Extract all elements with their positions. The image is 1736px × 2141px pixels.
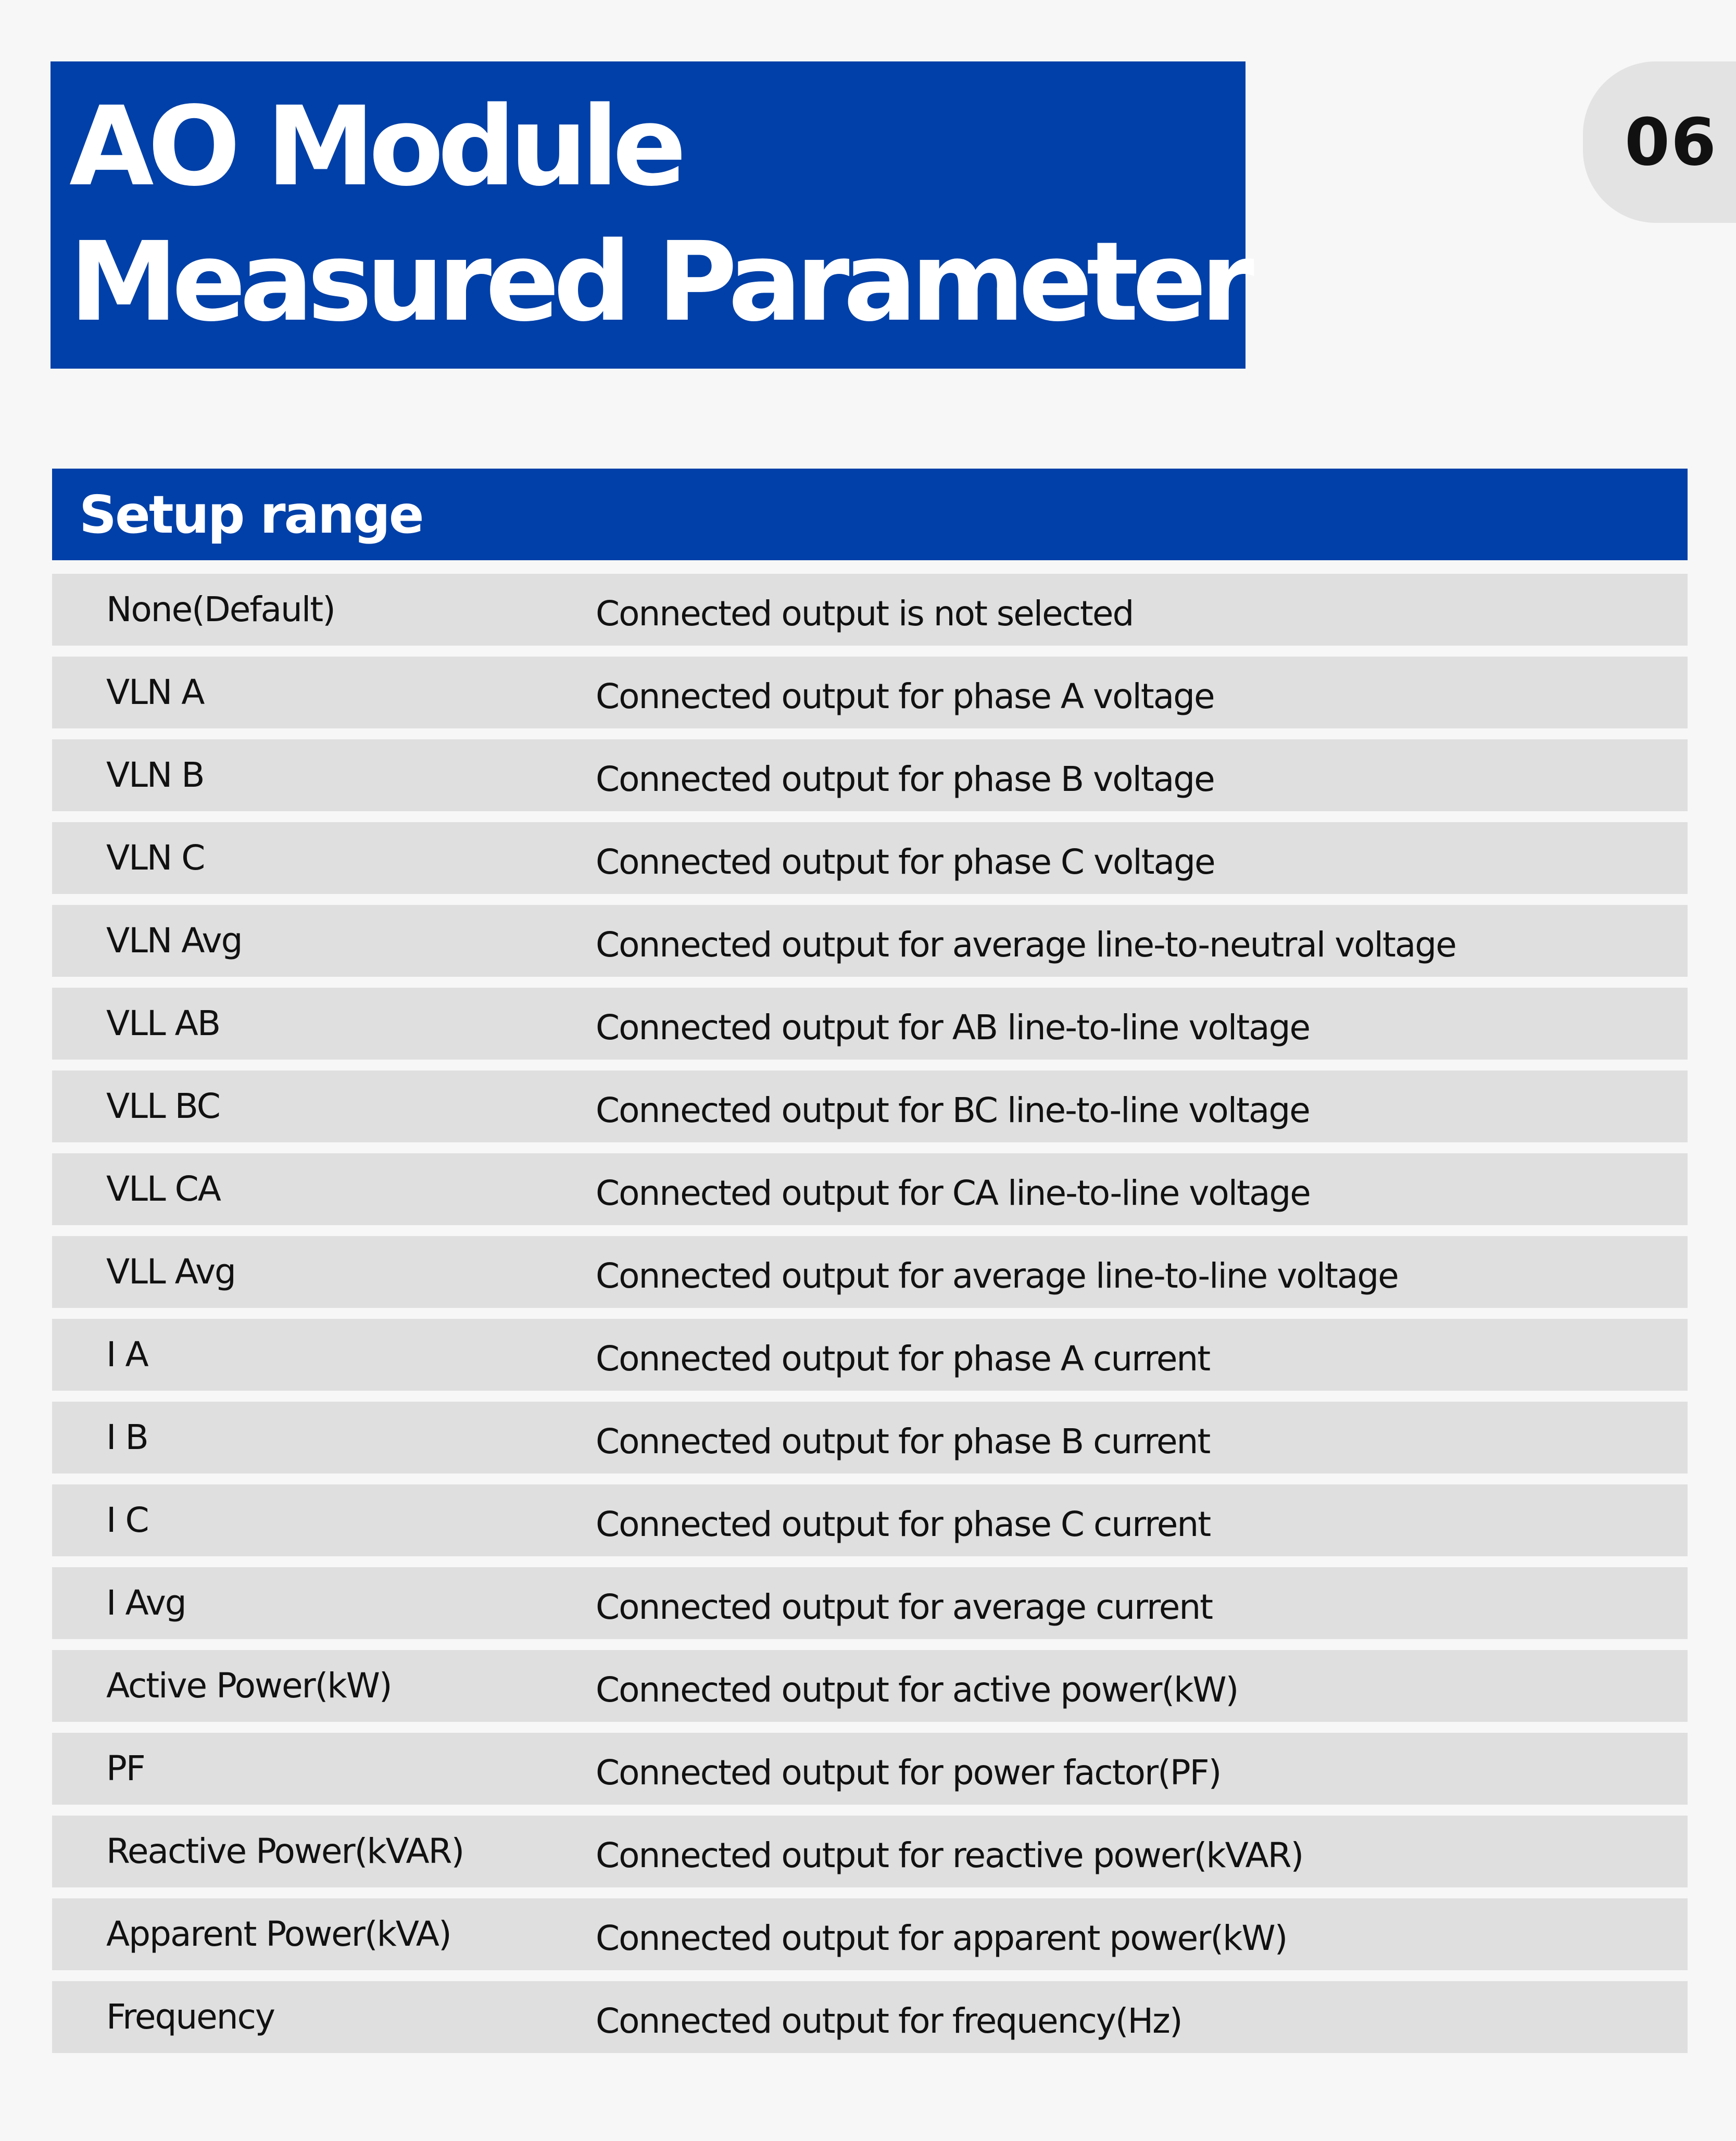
parameter-name: VLL AB	[106, 1003, 220, 1043]
parameter-description: Connected output for AB line-to-line voltage	[596, 1007, 1310, 1048]
parameter-description: Connected output is not selected	[596, 594, 1134, 634]
table-row	[52, 1650, 1688, 1722]
table-row	[52, 1733, 1688, 1805]
table-row	[52, 1070, 1688, 1142]
table-row	[52, 905, 1688, 977]
parameter-description: Connected output for frequency(Hz)	[596, 2001, 1182, 2041]
parameter-description: Connected output for average line-to-line voltage	[596, 1256, 1398, 1296]
parameter-name: PF	[106, 1748, 145, 1789]
parameter-description: Connected output for reactive power(kVAR)	[596, 1835, 1303, 1875]
parameter-name: VLL CA	[106, 1169, 220, 1209]
parameter-description: Connected output for average line-to-neutral voltage	[596, 925, 1456, 965]
parameter-name: Apparent Power(kVA)	[106, 1914, 451, 1954]
table-row	[52, 574, 1688, 646]
parameter-description: Connected output for phase C current	[596, 1504, 1211, 1544]
parameter-name: VLL Avg	[106, 1252, 235, 1292]
table-row	[52, 1898, 1688, 1970]
parameter-description: Connected output for CA line-to-line voltage	[596, 1173, 1310, 1213]
page-title-line-2: Measured Parameter	[69, 218, 1248, 346]
parameter-name: I C	[106, 1500, 148, 1540]
parameter-description: Connected output for phase A voltage	[596, 676, 1214, 716]
section-title: Setup range	[79, 484, 423, 545]
parameter-name: I A	[106, 1334, 148, 1375]
parameter-name: VLL BC	[106, 1086, 220, 1126]
table-row	[52, 1567, 1688, 1639]
parameter-name: Active Power(kW)	[106, 1666, 392, 1706]
table-row	[52, 1236, 1688, 1308]
table-row	[52, 657, 1688, 728]
parameter-name: None(Default)	[106, 589, 335, 629]
parameter-name: VLN A	[106, 672, 204, 712]
parameter-description: Connected output for phase B current	[596, 1421, 1210, 1462]
parameter-name: VLN B	[106, 755, 204, 795]
table-row	[52, 1319, 1688, 1391]
parameter-description: Connected output for phase A current	[596, 1339, 1210, 1379]
parameter-name: Frequency	[106, 1997, 274, 2037]
title-banner	[51, 61, 1246, 369]
setup-range-table	[52, 574, 1688, 2064]
parameter-description: Connected output for phase C voltage	[596, 842, 1215, 882]
parameter-description: Connected output for average current	[596, 1587, 1213, 1627]
table-row	[52, 1484, 1688, 1556]
parameter-description: Connected output for active power(kW)	[596, 1670, 1238, 1710]
parameter-name: VLN C	[106, 838, 205, 878]
table-row	[52, 739, 1688, 811]
parameter-name: VLN Avg	[106, 921, 242, 961]
parameter-description: Connected output for phase B voltage	[596, 759, 1214, 799]
parameter-name: I Avg	[106, 1583, 186, 1623]
section-header	[52, 469, 1688, 560]
parameter-name: I B	[106, 1417, 148, 1457]
table-row	[52, 1816, 1688, 1887]
page-number-badge	[1583, 61, 1736, 223]
parameter-description: Connected output for power factor(PF)	[596, 1753, 1221, 1793]
table-row	[52, 1402, 1688, 1473]
parameter-description: Connected output for BC line-to-line voltage	[596, 1090, 1310, 1130]
table-row	[52, 988, 1688, 1060]
parameter-description: Connected output for apparent power(kW)	[596, 1918, 1287, 1958]
table-row	[52, 1153, 1688, 1225]
table-row	[52, 1981, 1688, 2053]
page-number: 06	[1625, 104, 1717, 180]
table-row	[52, 822, 1688, 894]
page-title-line-1: AO Module	[69, 83, 681, 210]
parameter-name: Reactive Power(kVAR)	[106, 1831, 464, 1871]
